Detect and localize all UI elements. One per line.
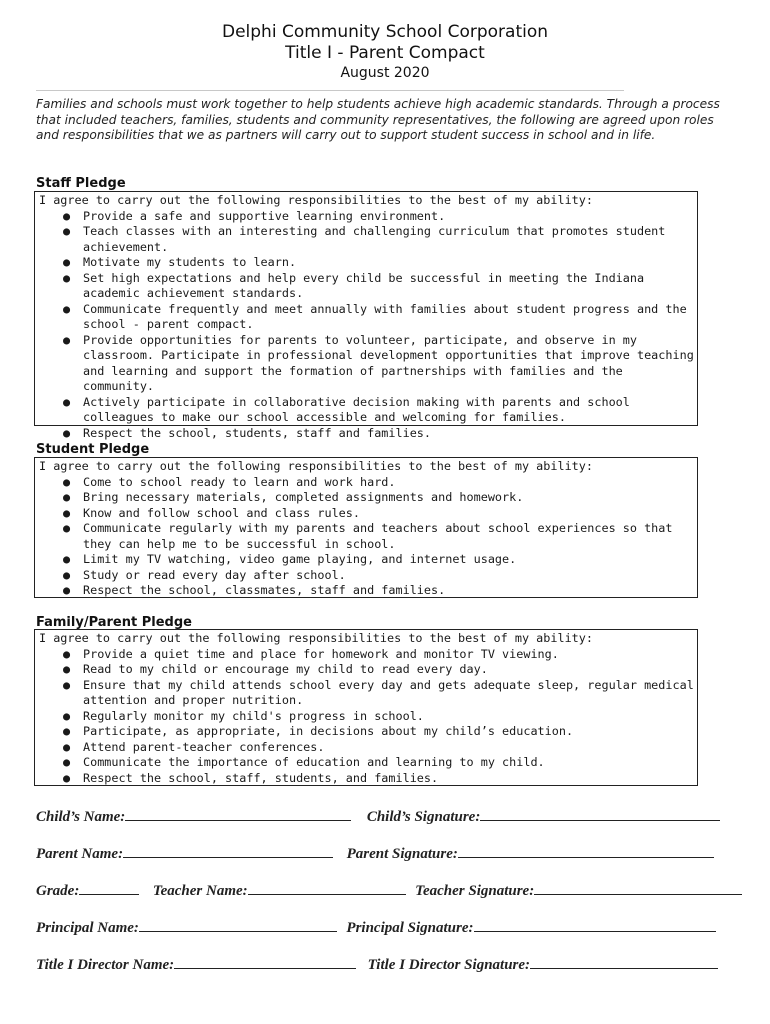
list-item: ● Communicate the importance of education and learning to my child. — [63, 755, 545, 769]
teacher-signature-label: Teacher Signature: — [415, 883, 535, 899]
bullet-icon: ● — [63, 739, 71, 754]
family-pledge-lead: I agree to carry out the following responsibilities to the best of my ability: — [39, 631, 593, 645]
list-item: ● Provide opportunities for parents to volunteer, participate, and observe in my classroom. Participate in professional development opportunities that improve teaching and learning and support the formation of partnerships with families and the community. — [63, 332, 694, 393]
signature-row-parent — [36, 843, 726, 863]
signature-row-principal — [36, 917, 726, 937]
staff-pledge-box — [34, 191, 698, 440]
staff-pledge-lead: I agree to carry out the following responsibilities to the best of my ability: — [39, 193, 593, 207]
list-item: ● Participate, as appropriate, in decisions about my child’s education. — [63, 724, 574, 738]
child-name-label: Child’s Name: — [36, 809, 126, 825]
intro-paragraph: Families and schools must work together to help students achieve high academic standards. Through a process that included teachers, families, students and community representatives, the following are agreed upon roles and responsibilities that we as partners will carry out to support student success in school and in life. — [36, 97, 720, 142]
family-pledge-box — [34, 629, 698, 786]
bullet-icon: ● — [63, 708, 71, 723]
parent-name-field[interactable] — [123, 843, 333, 858]
bullet-icon: ● — [63, 301, 71, 316]
principal-signature-field[interactable] — [474, 917, 716, 932]
list-item: ● Set high expectations and help every child be successful in meeting the Indiana academic achievement standards. — [63, 270, 645, 300]
signature-row-child — [36, 806, 726, 826]
teacher-name-field[interactable] — [248, 880, 406, 895]
bullet-icon: ● — [63, 255, 71, 269]
list-item: ● Communicate regularly with my parents and teachers about school experiences so that they can help me to be successful in school. — [63, 521, 673, 551]
student-pledge-lead: I agree to carry out the following responsibilities to the best of my ability: — [39, 459, 593, 473]
director-name-label: Title I Director Name: — [36, 957, 175, 973]
list-item: ● Regularly monitor my child's progress in school. — [63, 708, 424, 723]
list-item: ● Provide a quiet time and place for homework and monitor TV viewing. — [63, 646, 559, 661]
bullet-icon: ● — [63, 425, 71, 440]
grade-field[interactable] — [79, 880, 139, 895]
student-pledge-title: Student Pledge — [36, 442, 150, 457]
teacher-name-label: Teacher Name: — [152, 883, 248, 899]
list-item: ● Come to school ready to learn and work hard. — [63, 474, 396, 489]
bullet-icon: ● — [63, 770, 71, 785]
list-item: ● Respect the school, staff, students, and families. — [63, 770, 439, 785]
list-item: ● Provide a safe and supportive learning environment. — [63, 208, 446, 223]
list-item: ● Limit my TV watching, video game playing, and internet usage. — [63, 552, 517, 566]
staff-pledge-list — [39, 209, 697, 442]
bullet-icon: ● — [63, 505, 71, 520]
bullet-icon: ● — [63, 646, 71, 661]
list-item: ● Attend parent-teacher conferences. — [63, 739, 325, 754]
list-item: ● Study or read every day after school. — [63, 567, 346, 582]
bullet-icon: ● — [63, 224, 71, 238]
signature-row-teacher — [36, 880, 726, 900]
bullet-icon: ● — [63, 552, 71, 566]
document-date: August 2020 — [340, 65, 430, 81]
child-signature-field[interactable] — [480, 806, 720, 821]
student-pledge-box — [34, 457, 698, 598]
list-item: ● Respect the school, students, staff and families. — [63, 425, 432, 440]
child-signature-label: Child’s Signature: — [366, 809, 481, 825]
bullet-icon: ● — [63, 332, 71, 347]
bullet-icon: ● — [63, 394, 71, 409]
bullet-icon: ● — [63, 677, 71, 692]
bullet-icon: ● — [63, 490, 71, 504]
document-subtitle: Title I - Parent Compact — [285, 43, 485, 63]
list-item: ● Communicate frequently and meet annually with families about student progress and the school - parent compact. — [63, 301, 687, 331]
family-pledge-list — [39, 647, 697, 787]
student-pledge-list — [39, 475, 697, 599]
list-item: ● Know and follow school and class rules. — [63, 505, 360, 520]
bullet-icon: ● — [63, 270, 71, 285]
bullet-icon: ● — [63, 567, 71, 582]
teacher-signature-field[interactable] — [534, 880, 742, 895]
parent-signature-label: Parent Signature: — [346, 846, 458, 862]
parent-name-label: Parent Name: — [36, 846, 124, 862]
staff-pledge-title: Staff Pledge — [36, 176, 126, 191]
bullet-icon: ● — [63, 474, 71, 489]
bullet-icon: ● — [63, 755, 71, 769]
list-item: ● Ensure that my child attends school every day and gets adequate sleep, regular medical attention and proper nutrition. — [63, 677, 694, 707]
grade-label: Grade: — [36, 883, 80, 899]
principal-name-field[interactable] — [139, 917, 337, 932]
header-divider — [36, 90, 624, 91]
principal-signature-label: Principal Signature: — [346, 920, 474, 936]
bullet-icon: ● — [63, 208, 71, 223]
list-item: ● Respect the school, classmates, staff and families. — [63, 583, 446, 597]
list-item: ● Teach classes with an interesting and challenging curriculum that promotes student achievement. — [63, 224, 666, 254]
parent-signature-field[interactable] — [458, 843, 714, 858]
list-item: ● Bring necessary materials, completed assignments and homework. — [63, 490, 524, 504]
family-pledge-title: Family/Parent Pledge — [36, 615, 192, 630]
director-signature-field[interactable] — [530, 954, 718, 969]
bullet-icon: ● — [63, 583, 71, 597]
bullet-icon: ● — [63, 724, 71, 738]
director-signature-label: Title I Director Signature: — [367, 957, 531, 973]
list-item: ● Read to my child or encourage my child to read every day. — [63, 662, 488, 676]
principal-name-label: Principal Name: — [36, 920, 139, 936]
bullet-icon: ● — [63, 521, 71, 535]
child-name-field[interactable] — [125, 806, 351, 821]
director-name-field[interactable] — [174, 954, 356, 969]
bullet-icon: ● — [63, 662, 71, 676]
signature-row-director — [36, 954, 726, 974]
list-item: ● Motivate my students to learn. — [63, 255, 297, 269]
document-title: Delphi Community School Corporation — [221, 22, 549, 42]
list-item: ● Actively participate in collaborative decision making with parents and school colleagues to make our school accessible and welcoming for families. — [63, 394, 630, 424]
